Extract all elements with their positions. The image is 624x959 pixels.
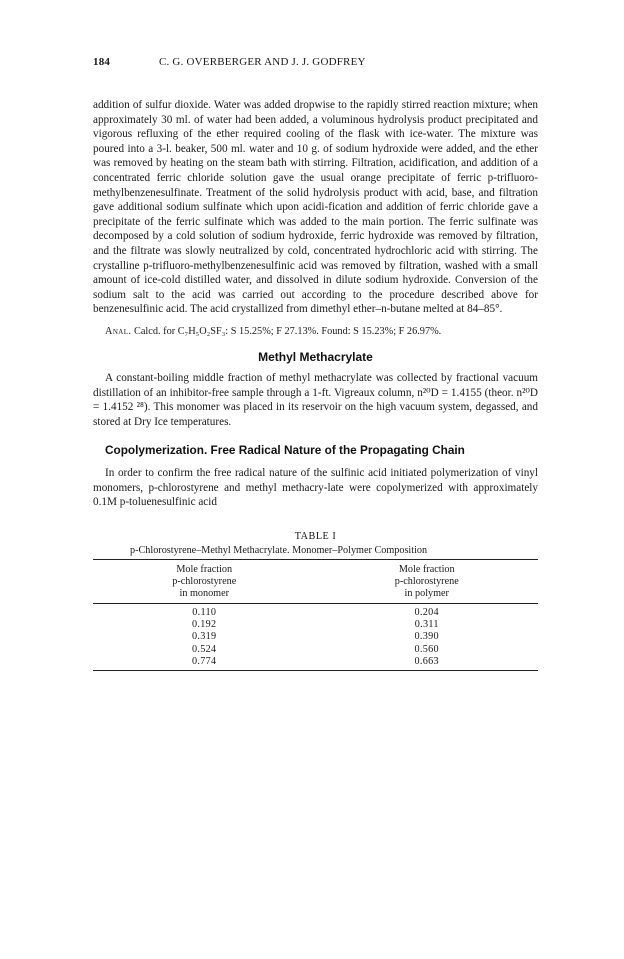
monomer-fraction: 0.110 bbox=[192, 606, 217, 618]
polymer-fraction: 0.311 bbox=[414, 618, 439, 630]
table-row bbox=[93, 656, 538, 671]
table-row bbox=[93, 644, 538, 656]
analysis-label: Anal. bbox=[105, 325, 132, 337]
composition-table bbox=[93, 559, 538, 671]
polymer-fraction: 0.390 bbox=[414, 631, 439, 643]
monomer-fraction: 0.319 bbox=[192, 631, 217, 643]
header-polymer: Mole fraction p-chlorostyrene in polymer bbox=[316, 560, 539, 604]
monomer-fraction: 0.524 bbox=[192, 643, 217, 655]
monomer-fraction: 0.192 bbox=[192, 618, 217, 630]
section-title: Methyl Methacrylate bbox=[258, 349, 373, 364]
subsection-title: Copolymerization. Free Radical Nature of the Propagating Chain bbox=[105, 443, 465, 458]
polymer-fraction: 0.204 bbox=[414, 606, 439, 618]
analysis-values: Calcd. for C₇H₅O₂SF₃: S 15.25%; F 27.13%. Found: S 15.23%; F 26.97%. bbox=[133, 325, 442, 337]
polymer-fraction: 0.560 bbox=[414, 643, 439, 655]
header-monomer: Mole fraction p-chlorostyrene in monomer bbox=[93, 560, 316, 604]
page-number: 184 bbox=[93, 56, 111, 68]
elemental-analysis bbox=[93, 325, 538, 339]
table-header-row bbox=[93, 560, 538, 604]
monomer-fraction: 0.774 bbox=[93, 656, 316, 671]
table-label: TABLE I bbox=[294, 531, 337, 543]
paragraph-sulfinate-preparation: addition of sulfur dioxide. Water was added dropwise to the rapidly stirred reaction mixture; when approximately 30 ml. of water had been added, a voluminous hydrolysis product precipitated and vigorous refluxing of the ether required cooling of the flask with ice-water. The mixture was poured into a 3-l. beaker, 500 ml. water and 10 g. of sodium hydroxide were added, and the ether was removed by heating on the steam bath with stirring. Filtration, acidification, and addition of a concentrated ferric chloride solution gave the usual orange precipitate of ferric p-trifluoro-methylbenzenesulfinate. Treatment of the solid hydrolysis product with acid, base, and filtration gave additional sodium sulfinate which upon acidi-fication and addition of ferric chloride gave a precipitate of the ferric sulfinate which was added to the main portion. The ferric sulfinate was decomposed by a cold solution of sodium hydroxide, ferric hydroxide was removed by filtration, and the filtrate was slowly neutralized by cold, concentrated hydrochloric acid with stirring. The crystalline p-trifluoro-methylbenzenesulfinic acid was removed by filtration, washed with a small amount of ice-cold distilled water, and dissolved in dilute sodium hydroxide. Conversion of the sodium salt to the acid was carried out according to the procedure described above for benzenesulfinic acid. The acid crystallized from dimethyl ether–n-butane melted at 84–85°. bbox=[93, 99, 538, 316]
running-head bbox=[93, 56, 538, 72]
journal-page bbox=[93, 56, 538, 671]
author-line: C. G. OVERBERGER AND J. J. GODFREY bbox=[159, 56, 366, 68]
table-row bbox=[93, 603, 538, 619]
table-row bbox=[93, 619, 538, 631]
polymer-fraction: 0.663 bbox=[316, 656, 539, 671]
paragraph-copolymerization: In order to confirm the free radical nature of the sulfinic acid initiated polymerization of vinyl monomers, p-chlorostyrene and methyl methacry-late were copolymerized with approximately 0.1M p-toluenesulfinic acid bbox=[93, 467, 538, 509]
table-caption: p-Chlorostyrene–Methyl Methacrylate. Monomer–Polymer Composition bbox=[130, 545, 428, 557]
paragraph-methyl-methacrylate: A constant-boiling middle fraction of methyl methacrylate was collected by fractional vacuum distillation of an inhibitor-free sample through a 1-ft. Vigreaux column, n²⁰D = 1.4155 (theor. n²⁰D = 1.4152 ²⁸). This monomer was placed in its reservoir on the high vacuum system, degassed, and stored at Dry Ice temperatures. bbox=[93, 371, 538, 428]
table-row bbox=[93, 631, 538, 643]
